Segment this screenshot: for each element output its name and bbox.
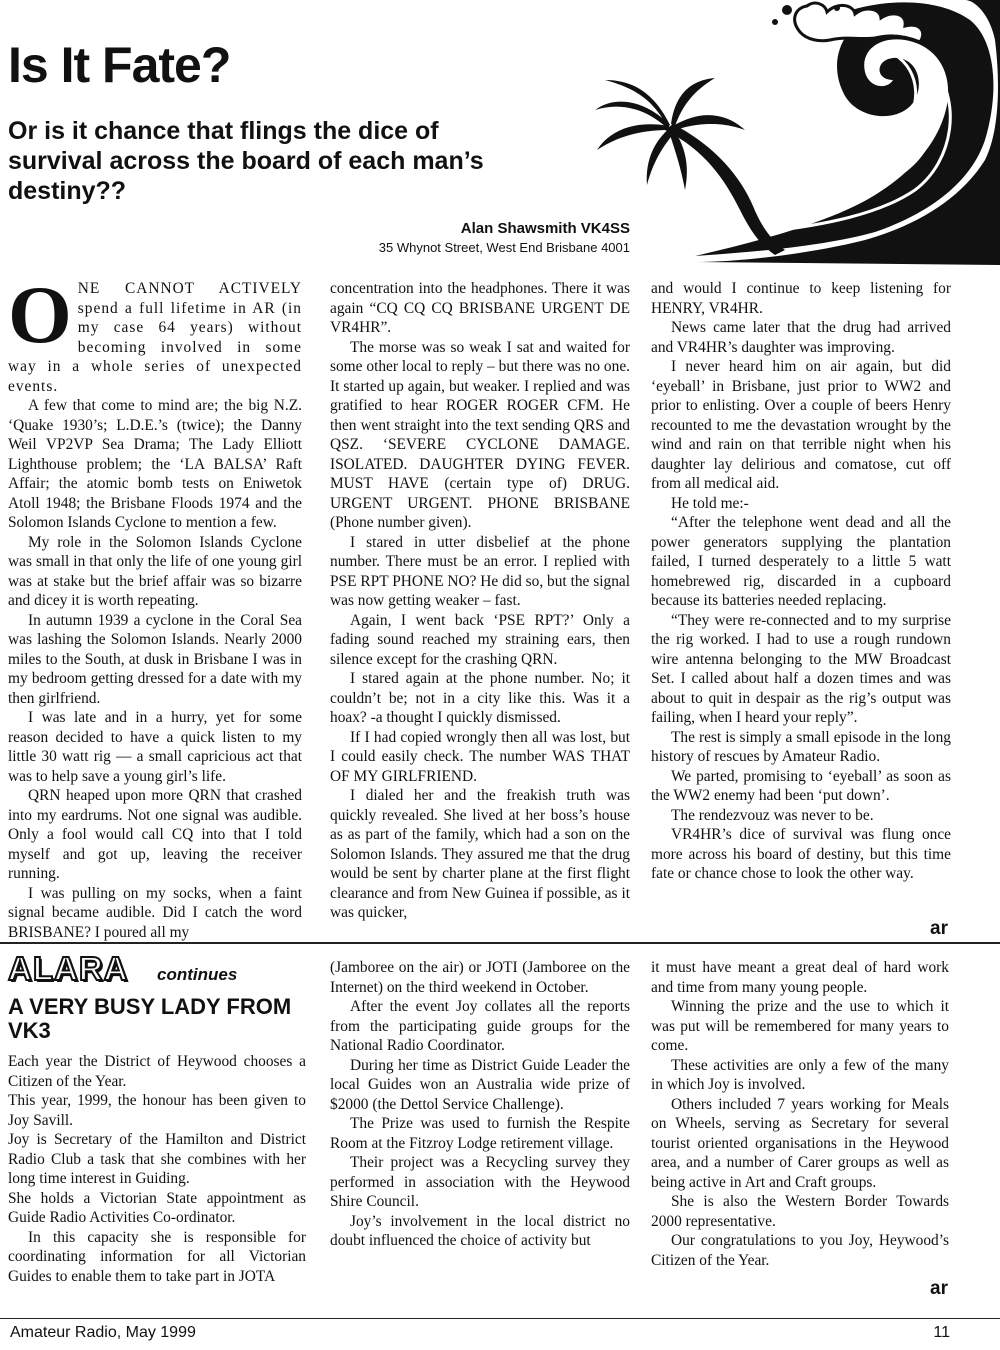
paragraph: Others included 7 years working for Meals on Wheels, serving as Secretary for several tourist oriented organisations in the Heywood area, and a number of Carer groups as well as being active in Art and Craft groups. xyxy=(651,1095,949,1191)
paragraph: He told me:- xyxy=(671,494,749,512)
article-column-3 xyxy=(651,279,951,884)
article-title: Is It Fate? xyxy=(8,37,231,93)
paragraph: NE CANNOT ACTIVELY spend a full lifetime in AR (in my case 64 years) without becoming involved in some way in a whole series of unexpected events. xyxy=(8,280,302,395)
paragraph: (Jamboree on the air) or JOTI (Jamboree on the Internet) on the third weekend in October. xyxy=(330,959,630,996)
paragraph: A few that come to mind are; the big N.Z. ‘Quake 1930’s; L.D.E.’s (twice); the Danny Weil VP2VP Sea Drama; The Lady Elliott Lighthouse problem; the ‘LA BALSA’ Raft Affair; the atomic bomb tests on Eniwetok Atoll 1948; the Brisbane Floods 1974 and the Solomon Islands Cyclone to mention a few. xyxy=(8,397,302,531)
paragraph: During her time as District Guide Leader the local Guides won an Australia wide prize of $2000 (the Dettol Service Challenge). xyxy=(330,1056,630,1113)
paragraph: VR4HR’s dice of survival was flung once more across his board of destiny, but this time fate or chance chose to look the other way. xyxy=(651,826,951,882)
alara-headline: A VERY BUSY LADY FROM VK3 xyxy=(8,994,292,1043)
paragraph: Winning the prize and the use to which it was put will be remembered for many years to come. xyxy=(651,998,949,1054)
paragraph: I stared in utter disbelief at the phone number. There must be an error. I replied with PSE RPT PHONE NO? He did so, but the signal was now getting weaker – fast. xyxy=(330,533,630,609)
page-number: 11 xyxy=(933,1324,950,1341)
alara-end-mark: ar xyxy=(930,1278,948,1299)
article-column-1 xyxy=(8,269,302,942)
section-divider xyxy=(0,942,1000,944)
paragraph: I dialed her and the freakish truth was quickly revealed. She lived at her boss’s house as as part of the family, which had a son on the Solomon Islands. They assured me that the drug would be sent by charter plane at the first flight clearance and from New Guinea if possible, as it was quicker, xyxy=(330,787,630,921)
paragraph: She is also the Western Border Towards 2000 representative. xyxy=(651,1193,949,1230)
paragraph: Joy is Secretary of the Hamilton and District Radio Club a task that she combines with her long time interest in Guiding. xyxy=(8,1131,306,1187)
paragraph: The rest is simply a small episode in the long history of rescues by Amateur Radio. xyxy=(651,728,951,765)
wave-palm-illustration xyxy=(575,0,1000,265)
article-end-mark: ar xyxy=(930,918,948,939)
alara-column-2 xyxy=(330,958,630,1251)
alara-column-3 xyxy=(651,958,949,1270)
alara-column-1 xyxy=(8,1052,306,1286)
paragraph: Their project was a Recycling survey they performed in association with the Heywood Shire Council. xyxy=(330,1154,630,1210)
author-name: Alan Shawsmith VK4SS xyxy=(460,220,630,237)
article-column-2 xyxy=(330,279,630,923)
paragraph: This year, 1999, the honour has been given to Joy Savill. xyxy=(8,1092,306,1129)
paragraph: QRN heaped upon more QRN that crashed into my eardrums. Not one signal was audible. Only a fool would call CQ into that I told myself and got up, leaving the receiver running. xyxy=(8,787,302,882)
author-address: 35 Whynot Street, West End Brisbane 4001 xyxy=(378,240,630,255)
paragraph: News came later that the drug had arrived and VR4HR’s daughter was improving. xyxy=(651,319,951,356)
paragraph: I was pulling on my socks, when a faint signal became audible. Did I catch the word BRISBANE? I poured all my xyxy=(8,884,302,941)
paragraph: it must have meant a great deal of hard work and time from many young people. xyxy=(651,959,949,996)
alara-logo: ALARA xyxy=(8,950,129,987)
paragraph: We parted, promising to ‘eyeball’ as soon as the WW2 enemy had been ‘put down’. xyxy=(651,767,951,804)
paragraph: Each year the District of Heywood chooses a Citizen of the Year. xyxy=(8,1053,306,1090)
paragraph: Again, I went back ‘PSE RPT?’ Only a fading sound reached my straining ears, then silence except for the crashing QRN. xyxy=(330,611,630,668)
article-subtitle: Or is it chance that flings the dice of survival across the board of each man’s destiny?? xyxy=(8,117,484,205)
paragraph: After the event Joy collates all the reports from the participating guide groups for the National Radio Coordinator. xyxy=(330,998,630,1054)
paragraph: In this capacity she is responsible for coordinating information for all Victorian Guides to enable them to take part in JOTA xyxy=(8,1228,306,1285)
paragraph: Joy’s involvement in the local district no doubt influenced the choice of activity but xyxy=(330,1212,630,1249)
paragraph: “After the telephone went dead and all the power generators supplying the plantation failed, I turned desperately to a little 5 watt homebrewed rig, discarded in a cupboard because its batteries needed replacing. xyxy=(651,514,951,609)
paragraph: These activities are only a few of the many in which Joy is involved. xyxy=(651,1056,949,1093)
drop-cap: O xyxy=(8,269,72,360)
footer-divider xyxy=(0,1318,1000,1319)
paragraph: The morse was so weak I sat and waited for some other local to reply – but there was no one. It started up again, but weaker. I replied and was gratified to hear ROGER ROGER CFM. He then went straight into the text sending QRS and QSZ. ‘SEVERE CYCLONE DAMAGE. ISOLATED. DAUGHTER DYING FEVER. MUST HAVE (certain type of) DRUG. URGENT URGENT. PHONE BRISBANE (Phone number given). xyxy=(330,338,630,531)
paragraph: The rendezvouz was never to be. xyxy=(671,806,874,824)
paragraph: She holds a Victorian State appointment as Guide Radio Activities Co-ordinator. xyxy=(8,1189,306,1226)
publication-footer: Amateur Radio, May 1999 xyxy=(10,1324,196,1341)
paragraph: My role in the Solomon Islands Cyclone was small in that only the life of one young girl was at stake but the brief affair was so bizarre and dicey it is worth repeating. xyxy=(8,533,302,609)
paragraph: The Prize was used to furnish the Respite Room at the Fitzroy Lodge retirement village. xyxy=(330,1115,630,1152)
paragraph: I stared again at the phone number. No; it couldn’t be; not in a city like this. Was it a hoax? -a thought I quickly dismissed. xyxy=(330,670,630,726)
continues-label: continues xyxy=(157,965,238,984)
paragraph: Our congratulations to you Joy, Heywood’s Citizen of the Year. xyxy=(651,1232,949,1269)
paragraph: “They were re-connected and to my surprise the rig worked. I had to use a rough rundown wire antenna belonging to the MW Broadcast Set. I called about half a dozen times and was about to quit in despair as the rig’s output was failing, when I heard your reply”. xyxy=(651,611,951,726)
paragraph: concentration into the headphones. There it was again “CQ CQ CQ BRISBANE URGENT DE VR4HR”. xyxy=(330,280,630,336)
paragraph: I was late and in a hurry, yet for some reason decided to have a quick listen to my little 30 watt rig — a small capricious act that was to help save a young girl’s life. xyxy=(8,709,302,785)
paragraph: In autumn 1939 a cyclone in the Coral Sea was lashing the Solomon Islands. Nearly 2000 miles to the South, at dusk in Brisbane I was in my bedroom getting dressed for a date with my then girlfriend. xyxy=(8,611,302,707)
paragraph: and would I continue to keep listening for HENRY, VR4HR. xyxy=(651,280,951,317)
paragraph: I never heard him on air again, but did ‘eyeball’ in Brisbane, just prior to WW2 and prior to enlisting. Over a couple of beers Henry recounted to me the devastation wrought by the wind and rain on that terrible night when his daughter lay delirious and comatose, cut off from all medical aid. xyxy=(651,358,951,492)
paragraph: If I had copied wrongly then all was lost, but I could easily check. The number WAS THAT OF MY GIRLFRIEND. xyxy=(330,728,630,785)
